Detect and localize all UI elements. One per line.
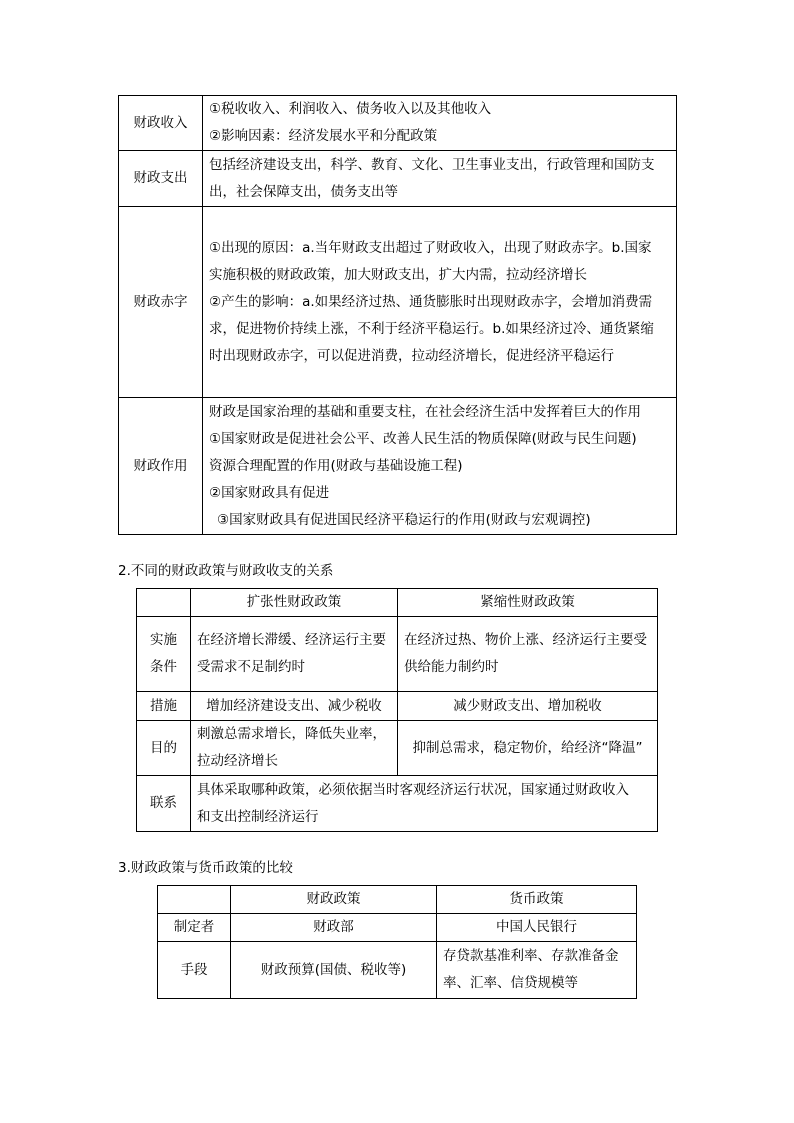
content-line: ①国家财政是促进社会公平、改善人民生活的物质保障(财政与民生问题)	[209, 430, 637, 447]
content-line: 实施积极的财政政策，加大财政支出，扩大内需，拉动经济增长	[209, 266, 587, 283]
table-header-row	[137, 589, 658, 617]
cell-line: 受需求不足制约时	[197, 659, 305, 675]
content-line: ②国家财政具有促进	[209, 484, 330, 501]
content-line: 资源合理配置的作用(财政与基础设施工程)	[209, 457, 463, 474]
cell: 抑制总需求，稳定物价，给经济“降温”	[398, 721, 658, 776]
cell-line: 刺激总需求增长，降低失业率，	[197, 726, 386, 742]
content-line: 时出现财政赤字，可以促进消费，拉动经济增长，促进经济平稳运行	[209, 347, 614, 364]
row-label: 手段	[158, 942, 231, 999]
finance-overview-table	[118, 95, 677, 535]
row-label: 制定者	[158, 914, 231, 942]
row-content	[203, 207, 677, 398]
cell: 中国人民银行	[437, 914, 637, 942]
label-line: 实施	[150, 632, 177, 648]
cell	[398, 617, 658, 692]
cell: 增加经济建设支出、减少税收	[191, 692, 398, 721]
row-label	[137, 617, 191, 692]
cell-line: 在经济增长滞缓、经济运行主要	[197, 632, 386, 648]
policy-comparison-table	[157, 885, 637, 999]
cell-line: 具体采取哪种政策，必须依据当时客观经济运行状况，国家通过财政收入	[197, 781, 629, 798]
table-row	[158, 942, 637, 999]
header-cell: 财政政策	[231, 886, 437, 914]
table-row	[158, 914, 637, 942]
content-line: ①税收收入、利润收入、债务收入以及其他收入	[209, 101, 492, 117]
content-line: ③国家财政具有促进国民经济平稳运行的作用(财政与宏观调控)	[217, 511, 591, 528]
row-label: 财政收入	[119, 96, 203, 151]
cell-line: 供给能力制约时	[404, 659, 499, 675]
row-content	[203, 398, 677, 535]
cell: 财政预算(国债、税收等)	[231, 942, 437, 999]
cell-line: 率、汇率、信贷规模等	[443, 975, 578, 991]
cell-line: 拉动经济增长	[197, 753, 278, 769]
table-row	[137, 776, 658, 832]
table-row	[119, 398, 677, 535]
cell-line: 在经济过热、物价上涨、经济运行主要受	[404, 632, 647, 648]
row-label: 联系	[137, 776, 191, 832]
content-line: 包括经济建设支出，科学、教育、文化、卫生事业支出，行政管理和国防支	[209, 156, 655, 173]
content-line: ②影响因素：经济发展水平和分配政策	[209, 128, 438, 144]
row-label: 措施	[137, 692, 191, 721]
row-label: 目的	[137, 721, 191, 776]
header-cell: 扩张性财政政策	[191, 589, 398, 617]
cell: 财政部	[231, 914, 437, 942]
row-label: 财政赤字	[119, 207, 203, 398]
header-cell	[137, 589, 191, 617]
fiscal-policy-table	[136, 588, 658, 832]
cell-line: 存贷款基准利率、存款准备金	[443, 948, 619, 964]
row-label: 财政作用	[119, 398, 203, 535]
cell	[191, 721, 398, 776]
table-row	[137, 721, 658, 776]
content-line: 出，社会保障支出，债务支出等	[209, 183, 398, 200]
content-line: 财政是国家治理的基础和重要支柱，在社会经济生活中发挥着巨大的作用	[209, 403, 641, 420]
section-title: 2.不同的财政政策与财政收支的关系	[118, 563, 334, 579]
header-cell: 货币政策	[437, 886, 637, 914]
table-row	[119, 207, 677, 398]
cell-line: 和支出控制经济运行	[197, 808, 319, 825]
content-line: 求，促进物价持续上涨，不利于经济平稳运行。b.如果经济过冷、通货紧缩	[209, 320, 654, 337]
table-row	[119, 96, 677, 151]
row-label: 财政支出	[119, 151, 203, 207]
header-cell	[158, 886, 231, 914]
row-content	[203, 151, 677, 207]
content-line: ①出现的原因：a.当年财政支出超过了财政收入，出现了财政赤字。b.国家	[209, 239, 652, 256]
row-content	[203, 96, 677, 151]
content-line: ②产生的影响：a.如果经济过热、通货膨胀时出现财政赤字，会增加消费需	[209, 293, 653, 310]
header-cell: 紧缩性财政政策	[398, 589, 658, 617]
section-title: 3.财政政策与货币政策的比较	[118, 860, 293, 876]
label-line: 条件	[150, 659, 177, 675]
table-header-row	[158, 886, 637, 914]
table-row	[119, 151, 677, 207]
merged-cell	[191, 776, 658, 832]
table-row	[137, 692, 658, 721]
table-row	[137, 617, 658, 692]
cell	[191, 617, 398, 692]
cell: 减少财政支出、增加税收	[398, 692, 658, 721]
cell	[437, 942, 637, 999]
